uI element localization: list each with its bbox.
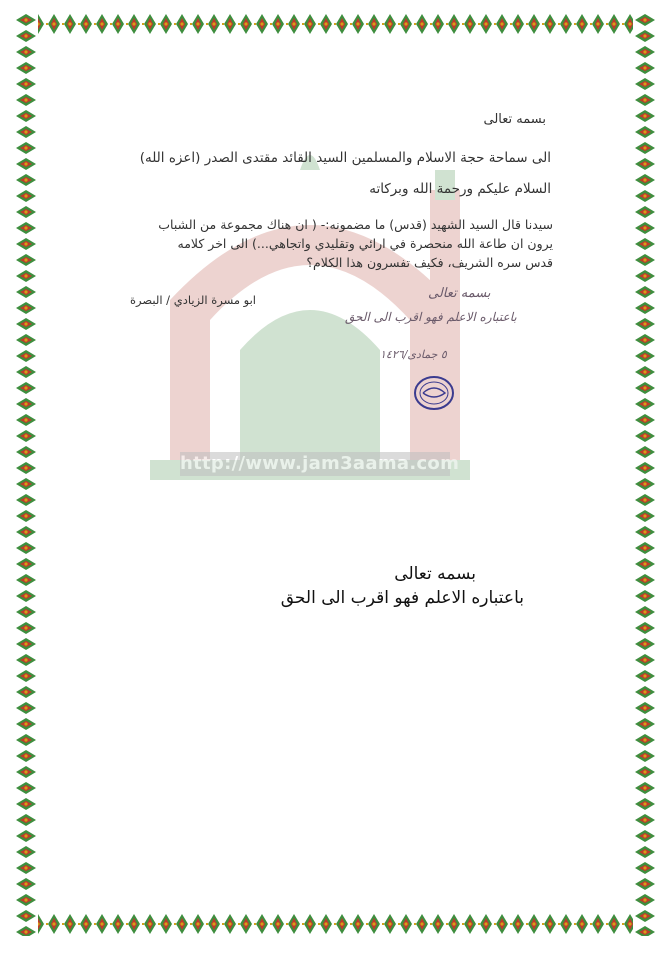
border-right-decoration — [633, 12, 657, 936]
letter-greeting: السلام عليكم ورحمة الله وبركاته — [369, 181, 551, 197]
handwritten-date: ٥ جمادى/١٤٢٦ — [380, 348, 447, 361]
letter-basmala: بسمه تعالى — [483, 112, 546, 127]
handwritten-reply-line: باعتباره الاعلم فهو اقرب الى الحق — [345, 310, 517, 324]
letter-addressee: الى سماحة حجة الاسلام والمسلمين السيد القائد مقتدى الصدر (اعزه الله) — [139, 150, 551, 166]
border-left-decoration — [14, 12, 38, 936]
handwritten-signature: بسمه تعالى — [428, 286, 491, 301]
border-bottom-decoration — [14, 912, 657, 936]
answer-body: باعتباره الاعلم فهو اقرب الى الحق — [280, 588, 524, 608]
letter-sender: ابو مسرة الزيادي / البصرة — [130, 293, 257, 307]
office-seal-stamp — [413, 375, 455, 411]
border-top-decoration — [14, 12, 657, 36]
watermark-url: http://www.jam3aama.com — [180, 453, 460, 474]
letter-question: سيدنا قال السيد الشهيد (قدس) ما مضمونه:- ( ان هناك مجموعة من الشباب يرون ان طاعة الله منحصرة في ارائي وتقليدي واتجاهي...) الى اخر كلامه قدس سره الشريف، فكيف تفسرون هذا الكلام؟ — [158, 217, 553, 270]
answer-heading: بسمه تعالى — [394, 564, 476, 584]
